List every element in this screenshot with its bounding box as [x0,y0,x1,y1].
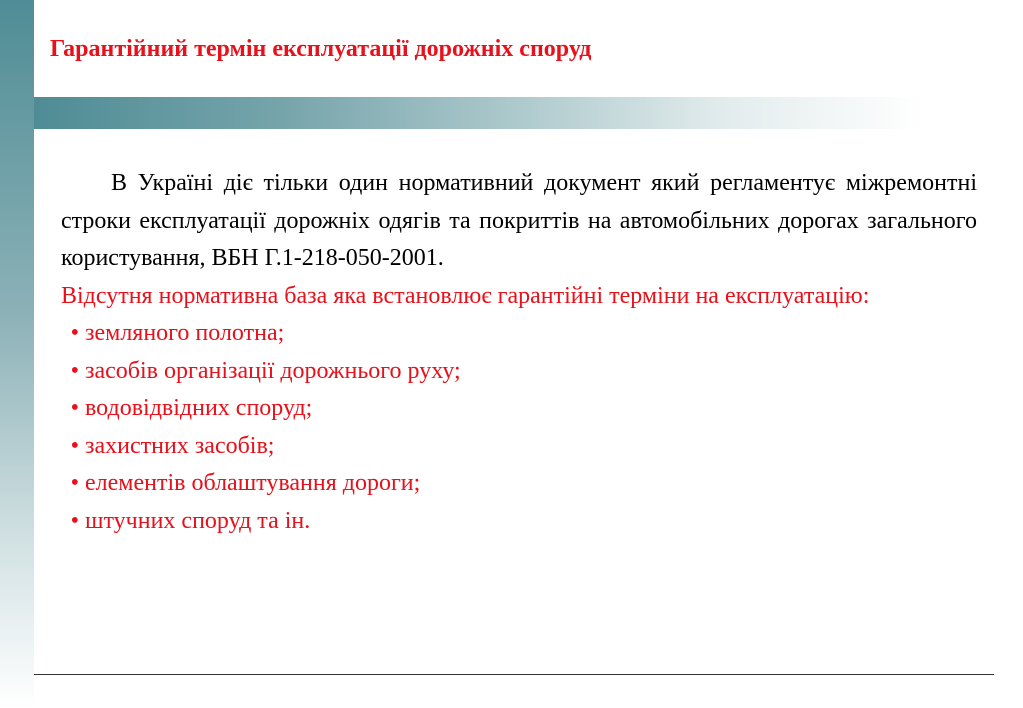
list-item [61,390,977,428]
header-gradient-band [34,97,1023,129]
intro-paragraph: В Україні діє тільки один нормативний документ який регламентує міжремонтні строки експлуатації дорожніх одягів та покриттів на автомобільних дорогах загального користування, ВБН Г.1-218-050-2001. [61,170,977,271]
slide-body [61,165,977,540]
list-item-text: захистних засобів; [85,432,275,459]
list-item-text: земляного полотна; [85,320,285,346]
list-item [61,315,977,353]
bullet-icon: • [70,470,79,496]
list-item-text: водовідвідних споруд; [85,395,313,421]
list-item [61,353,977,391]
bullet-icon: • [70,395,79,421]
list-item [61,465,977,503]
bullet-icon: • [70,320,79,346]
list-item-text: елементів облаштування дороги; [85,470,421,496]
bullet-list [61,315,977,540]
missing-base-paragraph: Відсутня нормативна база яка встановлює гарантійні терміни на експлуатацію: [61,282,870,309]
list-item [61,503,977,541]
list-item-text: засобів організації дорожнього руху; [85,357,461,384]
bullet-icon: • [70,357,79,384]
bullet-icon: • [70,507,79,534]
footer-divider [34,674,994,675]
bullet-icon: • [70,432,79,459]
left-decorative-bar [0,0,34,708]
slide-title: Гарантійний термін експлуатації дорожніх споруд [50,36,592,62]
list-item [61,428,977,466]
list-item-text: штучних споруд та ін. [85,507,311,534]
